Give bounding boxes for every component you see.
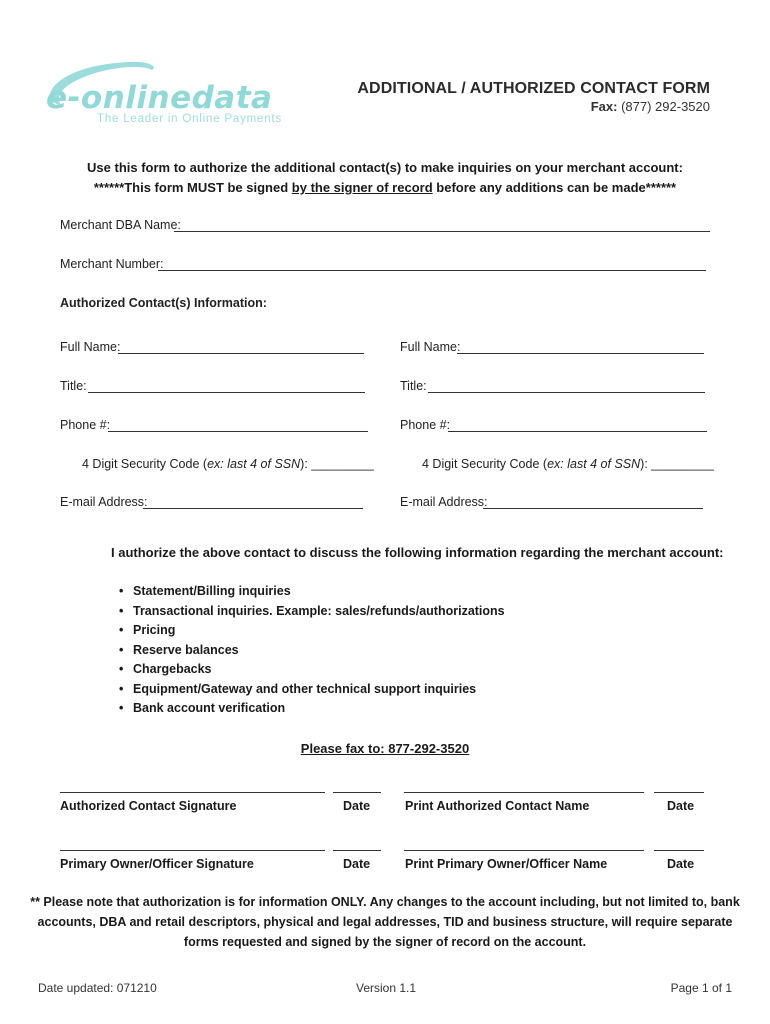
print-authorized-contact-line[interactable] <box>404 792 644 793</box>
footer-version: Version 1.1 <box>356 981 417 995</box>
print-owner-line[interactable] <box>404 850 644 851</box>
form-title: ADDITIONAL / AUTHORIZED CONTACT FORM <box>357 80 710 97</box>
contact2-security-code[interactable]: 4 Digit Security Code (ex: last 4 of SSN): _________ <box>422 457 714 471</box>
note-line-3: forms requested and signed by the signer of record on the account. <box>183 935 587 949</box>
authorization-items <box>119 582 505 719</box>
date-label: Date <box>343 799 371 813</box>
authorized-contact-date-line[interactable] <box>333 792 381 793</box>
contacts-heading: Authorized Contact(s) Information: <box>60 296 267 310</box>
merchant-dba-field[interactable] <box>174 231 710 232</box>
authorized-contact-signature-line[interactable] <box>60 792 325 793</box>
contact2-phone-field[interactable] <box>448 431 707 432</box>
logo-wordmark: e-onlinedata <box>46 80 273 116</box>
contact2-title-field[interactable] <box>428 392 705 393</box>
contact2-email-field[interactable] <box>483 508 703 509</box>
contact1-full-name-label: Full Name: <box>60 340 121 354</box>
merchant-number-label: Merchant Number: <box>60 257 164 271</box>
owner-signature-line[interactable] <box>60 850 325 851</box>
date-label: Date <box>667 799 695 813</box>
note-line-2: accounts, DBA and retail descriptors, physical and legal addresses, TID and business structure, will require separate <box>37 915 733 929</box>
contact1-full-name-field[interactable] <box>118 353 364 354</box>
footer-date-updated: Date updated: 071210 <box>38 981 157 995</box>
merchant-dba-label: Merchant DBA Name: <box>60 218 181 232</box>
intro-line-1: Use this form to authorize the additional contact(s) to make inquiries on your merchant account: <box>87 160 683 175</box>
contact2-phone-label: Phone #: <box>400 418 451 432</box>
note-line-1: ** Please note that authorization is for information ONLY. Any changes to the account including, but not limited to, bank <box>30 895 740 909</box>
contact1-email-field[interactable] <box>143 508 363 509</box>
list-item: • Transactional inquiries. Example: sales/refunds/authorizations <box>119 603 505 618</box>
print-authorized-contact-label: Print Authorized Contact Name <box>405 799 590 813</box>
contact1-title-field[interactable] <box>88 392 365 393</box>
list-item: • Pricing <box>119 623 176 637</box>
footer-page: Page 1 of 1 <box>670 981 732 995</box>
authorized-contact-signature-label: Authorized Contact Signature <box>60 799 237 813</box>
list-item: • Equipment/Gateway and other technical support inquiries <box>119 681 477 696</box>
print-authorized-date-line[interactable] <box>654 792 704 793</box>
merchant-number-field[interactable] <box>158 270 706 271</box>
contact2-title-label: Title: <box>400 379 427 393</box>
contact1-title-label: Title: <box>60 379 87 393</box>
authorization-statement: I authorize the above contact to discuss the following information regarding the merchant account: <box>111 545 724 560</box>
contact1-security-code[interactable]: 4 Digit Security Code (ex: last 4 of SSN): _________ <box>82 457 374 471</box>
fax-label: Fax: <box>590 99 618 114</box>
list-item: • Reserve balances <box>119 642 239 657</box>
header-fax <box>591 99 710 114</box>
logo-tagline: The Leader in Online Payments <box>97 113 282 125</box>
intro-line-2: ******This form MUST be signed by the signer of record before any additions can be made****** <box>93 180 677 195</box>
owner-signature-label: Primary Owner/Officer Signature <box>60 857 254 871</box>
contact1-email-label: E-mail Address: <box>60 495 148 509</box>
list-item: • Statement/Billing inquiries <box>119 584 291 598</box>
contact2-email-label: E-mail Address: <box>400 495 488 509</box>
date-label: Date <box>667 857 695 871</box>
owner-date-line[interactable] <box>333 850 381 851</box>
contact1-phone-field[interactable] <box>108 431 368 432</box>
signer-of-record: by the signer of record <box>291 180 433 195</box>
contact2-full-name-label: Full Name: <box>400 340 461 354</box>
contact1-phone-label: Phone #: <box>60 418 111 432</box>
list-item: • Bank account verification <box>119 701 286 715</box>
date-label: Date <box>343 857 371 871</box>
fax-instruction: Please fax to: 877-292-3520 <box>300 741 470 756</box>
contact2-full-name-field[interactable] <box>457 353 704 354</box>
print-owner-label: Print Primary Owner/Officer Name <box>405 857 608 871</box>
print-owner-date-line[interactable] <box>654 850 704 851</box>
list-item: • Chargebacks <box>119 662 212 676</box>
fax-number: (877) 292-3520 <box>621 99 710 114</box>
